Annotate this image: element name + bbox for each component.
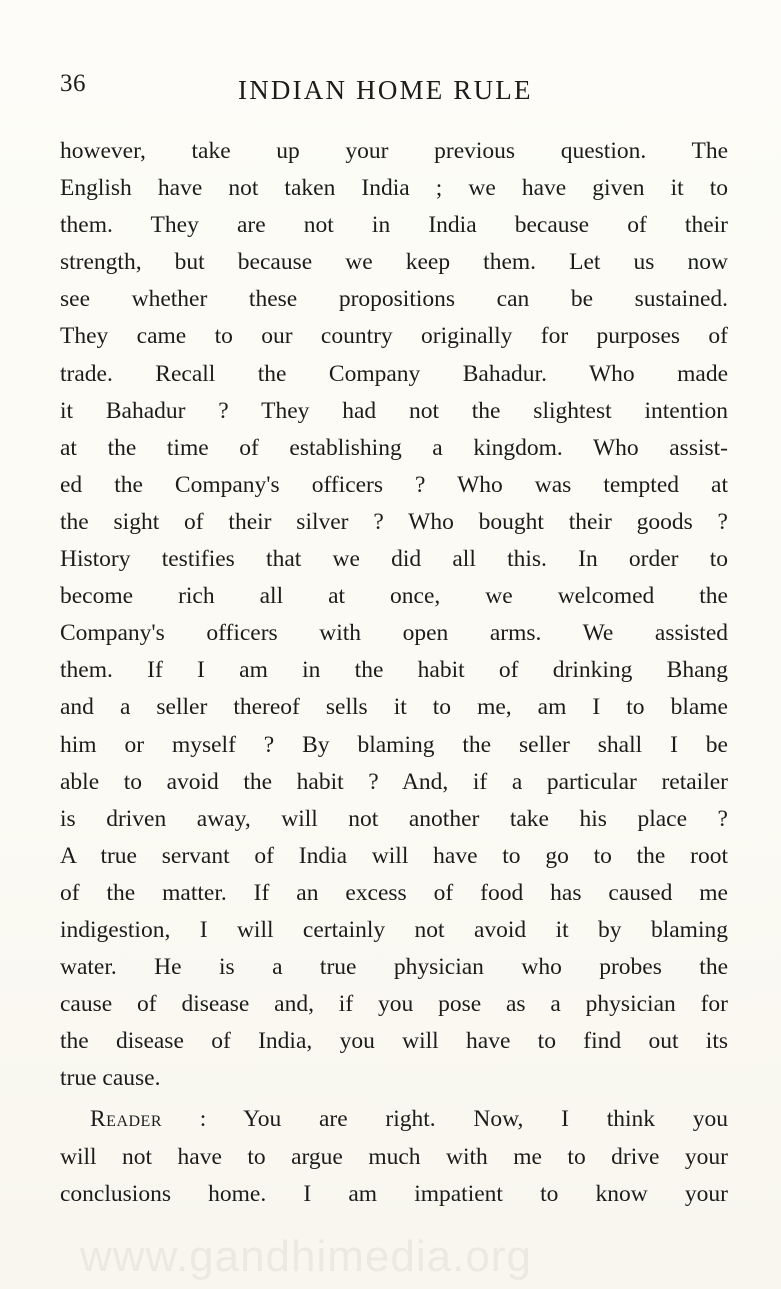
text-line: cause of disease and, if you pose as a physician for <box>60 991 728 1018</box>
text-line: them. They are not in India because of their <box>60 212 728 239</box>
page-header <box>60 70 721 110</box>
speaker-label: Reader <box>90 1106 163 1133</box>
paragraph <box>60 133 728 1097</box>
text-line: conclusions home. I am impatient to know your <box>60 1180 728 1207</box>
watermark: www.gandhimedia.org <box>80 1232 532 1281</box>
text-line: become rich all at once, we welcomed the <box>60 583 728 610</box>
text-line: indigestion, I will certainly not avoid it by blaming <box>60 916 728 943</box>
paragraph-continuation <box>60 1139 728 1213</box>
text-line: of the matter. If an excess of food has caused me <box>60 879 728 906</box>
text-line: at the time of establishing a kingdom. Who assist- <box>60 434 728 461</box>
text-line <box>60 1101 728 1138</box>
text-line: him or myself ? By blaming the seller shall I be <box>60 731 728 758</box>
text-line: see whether these propositions can be sustained. <box>60 286 728 313</box>
text-line: able to avoid the habit ? And, if a particular retailer <box>60 768 728 795</box>
text-line: will not have to argue much with me to drive your <box>60 1143 728 1170</box>
text-line: true cause. <box>60 1065 161 1092</box>
text-line: the disease of India, you will have to find out its <box>60 1028 728 1055</box>
text-line: ed the Company's officers ? Who was tempted at <box>60 471 728 498</box>
text-line: them. If I am in the habit of drinking Bhang <box>60 657 728 684</box>
text-line: the sight of their silver ? Who bought their goods ? <box>60 508 728 535</box>
text-line: water. He is a true physician who probes the <box>60 954 728 981</box>
text-line: it Bahadur ? They had not the slightest intention <box>60 397 728 424</box>
running-head: INDIAN HOME RULE <box>238 75 533 105</box>
dialogue-text: : You are right. Now, I think you <box>199 1106 728 1133</box>
text-line: History testifies that we did all this. In order to <box>60 546 728 573</box>
text-line: A true servant of India will have to go to the root <box>60 842 728 869</box>
page-number: 36 <box>60 70 86 97</box>
text-line: and a seller thereof sells it to me, am I to blame <box>60 694 728 721</box>
text-line: Company's officers with open arms. We assisted <box>60 620 728 647</box>
text-line: however, take up your previous question. The <box>60 138 728 164</box>
text-line: English have not taken India ; we have given it to <box>60 175 728 202</box>
text-line: trade. Recall the Company Bahadur. Who made <box>60 360 728 387</box>
text-line: strength, but because we keep them. Let us now <box>60 249 728 276</box>
paragraph <box>60 1101 728 1212</box>
body-text <box>60 133 728 1213</box>
text-line: They came to our country originally for purposes of <box>60 323 728 350</box>
text-line: is driven away, will not another take his place ? <box>60 805 728 832</box>
